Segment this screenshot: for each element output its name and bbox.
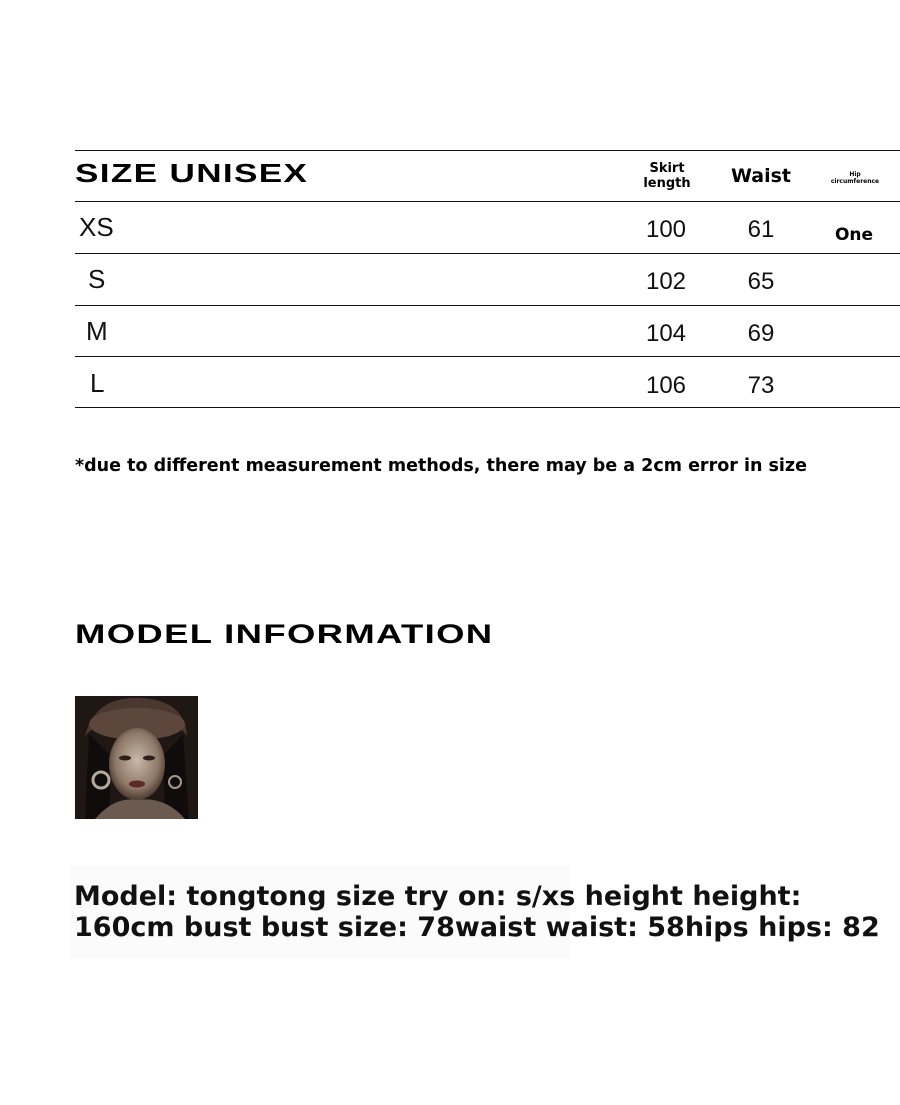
row-s-size: S — [88, 264, 106, 294]
row-xs-hip: One — [834, 225, 874, 245]
row-rule — [75, 356, 900, 357]
row-m-waist: 69 — [747, 320, 775, 347]
model-portrait-image — [75, 696, 198, 819]
row-l-size: L — [90, 368, 105, 398]
model-info-line-1: Model: tongtong size try on: s/xs height height: — [74, 881, 802, 912]
table-bottom-rule — [75, 407, 900, 408]
measurement-note: *due to different measurement methods, there may be a 2cm error in size — [75, 456, 807, 476]
model-photo — [75, 696, 198, 819]
row-xs-waist: 61 — [747, 216, 775, 243]
model-info-line-2: 160cm bust bust size: 78waist waist: 58hips hips: 82 — [74, 912, 880, 943]
row-l-skirt-length: 106 — [645, 372, 687, 399]
row-rule — [75, 305, 900, 306]
row-xs-size: XS — [79, 212, 114, 242]
row-xs-skirt-length: 100 — [645, 216, 687, 243]
header-rule — [75, 201, 900, 202]
row-rule — [75, 253, 900, 254]
table-top-rule — [75, 150, 900, 151]
model-section-title: MODEL INFORMATION — [75, 619, 494, 649]
row-m-skirt-length: 104 — [645, 320, 687, 347]
row-s-waist: 65 — [747, 268, 775, 295]
size-table-title: SIZE UNISEX — [75, 158, 309, 188]
row-s-skirt-length: 102 — [645, 268, 687, 295]
header-skirt-length: Skirt length — [643, 161, 691, 191]
header-hip-circumference: Hip circumference — [830, 171, 880, 185]
row-m-size: M — [86, 316, 108, 346]
row-l-waist: 73 — [747, 372, 775, 399]
header-waist: Waist — [730, 165, 791, 187]
